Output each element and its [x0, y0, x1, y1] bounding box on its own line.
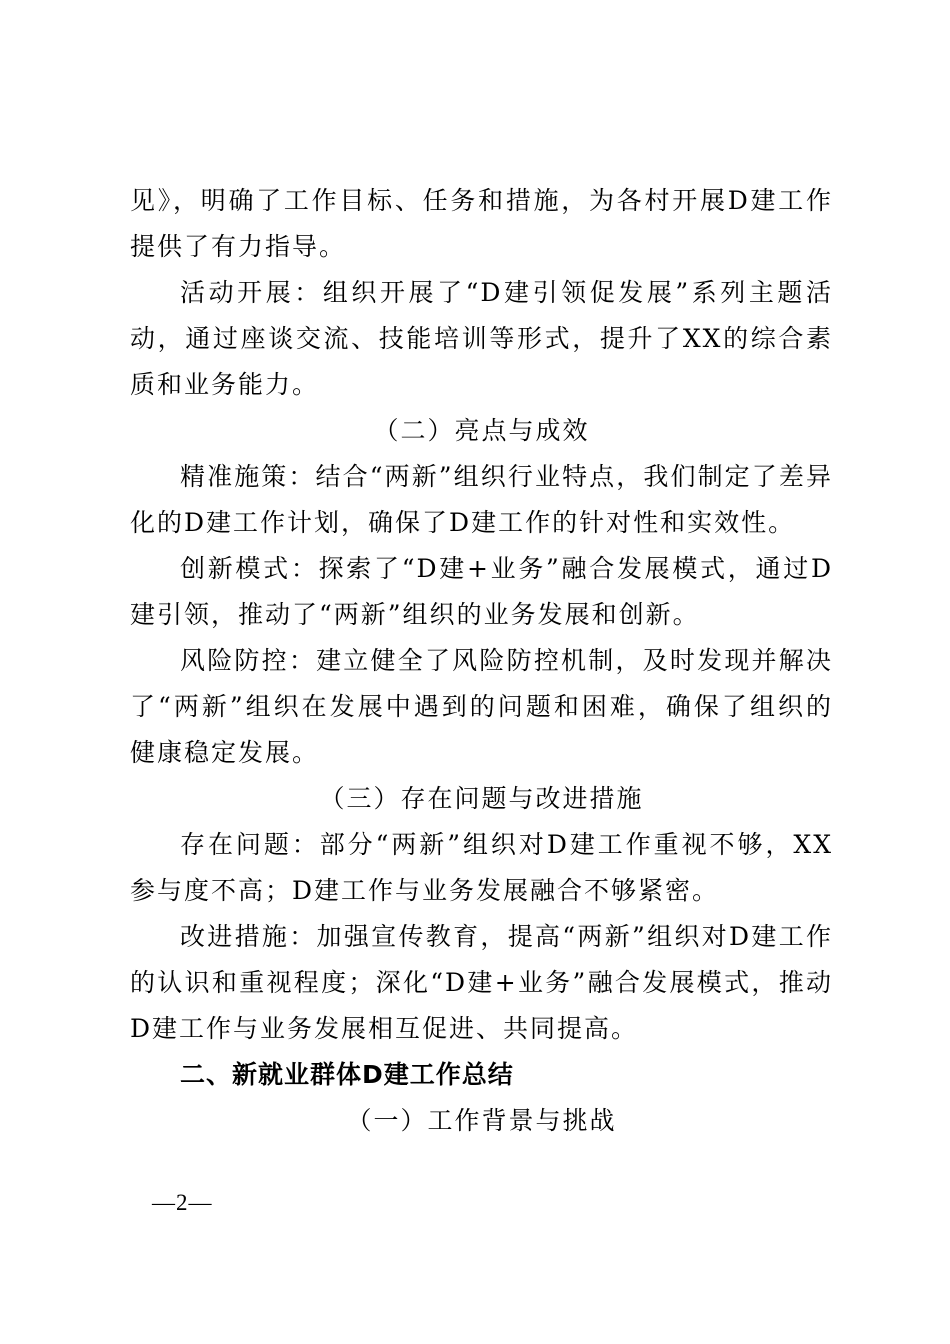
- paragraph-continuation: 见》，明确了工作目标、任务和措施，为各村开展D建工作提供了有力指导。: [130, 186, 833, 261]
- document-body: [130, 178, 833, 1144]
- paragraph-innovation-mode: 创新模式：探索了“D建+业务”融合发展模式，通过D建引领，推动了“两新”组织的业务发展和创新。: [130, 554, 833, 629]
- paragraph-risk-control: 风险防控：建立健全了风险防控机制，及时发现并解决了“两新”组织在发展中遇到的问题和困难，确保了组织的健康稳定发展。: [130, 646, 833, 767]
- subheading-problems: （三）存在问题与改进措施: [319, 784, 644, 813]
- paragraph-activities: 活动开展：组织开展了“D建引领促发展”系列主题活动，通过座谈交流、技能培训等形式，提升了XX的综合素质和业务能力。: [130, 278, 833, 399]
- subheading-highlights: （二）亮点与成效: [373, 416, 590, 445]
- paragraph-existing-problems: 存在问题：部分“两新”组织对D建工作重视不够，XX参与度不高；D建工作与业务发展融合不够紧密。: [130, 830, 833, 905]
- section-heading-new-employment: 二、新就业群体D建工作总结: [180, 1060, 514, 1089]
- subheading-background: （一）工作背景与挑战: [346, 1106, 617, 1135]
- paragraph-improvement-measures: 改进措施：加强宣传教育，提高“两新”组织对D建工作的认识和重视程度；深化“D建+业务”融合发展模式，推动D建工作与业务发展相互促进、共同提高。: [130, 922, 833, 1043]
- paragraph-precise-policy: 精准施策：结合“两新”组织行业特点，我们制定了差异化的D建工作计划，确保了D建工作的针对性和实效性。: [130, 462, 833, 537]
- page-number: —2—: [152, 1190, 213, 1215]
